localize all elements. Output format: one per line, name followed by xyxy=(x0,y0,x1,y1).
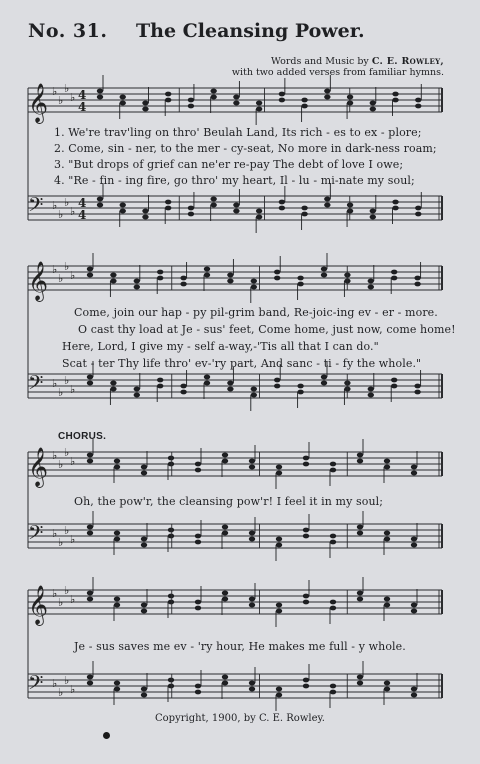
note-head xyxy=(249,597,255,602)
bass-staff xyxy=(28,511,442,561)
note-head xyxy=(120,101,126,106)
note-head xyxy=(87,675,93,680)
flat-icon: ♭ xyxy=(58,596,64,609)
note-head xyxy=(303,600,309,605)
note-head xyxy=(384,537,390,542)
credit-prefix: Words and Music by xyxy=(271,56,372,67)
note-head xyxy=(411,543,417,548)
flat-icon: ♭ xyxy=(70,683,76,696)
note-head xyxy=(357,591,363,596)
bass-clef-icon: 𝄢 xyxy=(28,671,44,699)
note-head xyxy=(195,684,201,689)
note-head xyxy=(114,465,120,470)
verse-1-line-a: 1. We're trav'ling on thro' Beulah Land, Its rich - es to ex - plore; xyxy=(54,126,422,139)
flat-icon: ♭ xyxy=(52,263,58,276)
note-head xyxy=(120,203,126,208)
note-head xyxy=(249,531,255,536)
note-head xyxy=(274,276,280,281)
flat-icon: ♭ xyxy=(70,91,76,104)
note-head xyxy=(368,393,374,398)
note-head xyxy=(384,465,390,470)
note-head xyxy=(357,675,363,680)
note-head xyxy=(415,98,421,103)
note-head xyxy=(168,462,174,467)
note-head xyxy=(97,197,103,202)
note-head xyxy=(303,684,309,689)
note-head xyxy=(142,107,148,112)
note-head xyxy=(370,107,376,112)
note-head xyxy=(188,98,194,103)
note-head xyxy=(324,89,330,94)
note-head xyxy=(87,459,93,464)
note-head xyxy=(87,591,93,596)
note-head xyxy=(204,375,210,380)
note-head xyxy=(195,600,201,605)
note-head xyxy=(249,459,255,464)
system-2 xyxy=(20,262,450,412)
note-head xyxy=(411,603,417,608)
treble-staff xyxy=(28,439,442,489)
note-head xyxy=(392,200,398,205)
note-head xyxy=(415,104,421,109)
note-head xyxy=(180,276,186,281)
note-head xyxy=(195,690,201,695)
note-head xyxy=(303,528,309,533)
note-head xyxy=(384,687,390,692)
note-head xyxy=(251,387,257,392)
verse-2-line-a: 2. Come, sin - ner, to the mer - cy-seat, No more in dark-ness roam; xyxy=(54,142,437,155)
note-head xyxy=(87,681,93,686)
note-head xyxy=(384,681,390,686)
note-head xyxy=(384,603,390,608)
note-head xyxy=(357,453,363,458)
note-head xyxy=(249,681,255,686)
bass-clef-icon: 𝄢 xyxy=(28,521,44,549)
note-head xyxy=(297,276,303,281)
note-head xyxy=(165,92,171,97)
note-head xyxy=(195,468,201,473)
note-head xyxy=(321,375,327,380)
note-head xyxy=(97,89,103,94)
note-head xyxy=(97,203,103,208)
note-head xyxy=(168,534,174,539)
bass-clef-icon: 𝄢 xyxy=(28,193,44,221)
note-head xyxy=(411,687,417,692)
note-head xyxy=(256,215,262,220)
flat-icon: ♭ xyxy=(64,584,70,597)
hymn-number: No. 31. xyxy=(28,20,108,42)
note-head xyxy=(120,209,126,214)
flat-icon: ♭ xyxy=(64,674,70,687)
note-head xyxy=(141,543,147,548)
note-head xyxy=(168,684,174,689)
flat-icon: ♭ xyxy=(58,686,64,699)
note-head xyxy=(301,104,307,109)
flat-icon: ♭ xyxy=(70,533,76,546)
flat-icon: ♭ xyxy=(70,269,76,282)
note-head xyxy=(141,537,147,542)
note-head xyxy=(141,687,147,692)
note-head xyxy=(368,279,374,284)
note-head xyxy=(357,459,363,464)
copyright-notice: Copyright, 1900, by C. E. Rowley. xyxy=(155,713,325,724)
print-mark xyxy=(103,732,110,739)
time-signature-top: 4 xyxy=(78,88,87,102)
note-head xyxy=(222,459,228,464)
note-head xyxy=(227,381,233,386)
note-head xyxy=(384,597,390,602)
note-head xyxy=(321,267,327,272)
treble-clef-icon: 𝄞 xyxy=(28,261,49,301)
time-signature-top: 4 xyxy=(78,196,87,210)
note-head xyxy=(180,384,186,389)
note-head xyxy=(276,543,282,548)
note-head xyxy=(114,603,120,608)
note-head xyxy=(279,92,285,97)
note-head xyxy=(303,456,309,461)
flat-icon: ♭ xyxy=(52,587,58,600)
flat-icon: ♭ xyxy=(64,82,70,95)
note-head xyxy=(324,197,330,202)
note-head xyxy=(301,206,307,211)
note-head xyxy=(134,285,140,290)
note-head xyxy=(227,279,233,284)
note-head xyxy=(384,459,390,464)
note-head xyxy=(87,381,93,386)
verse-4-line-a: 4. "Re - fin - ing fire, go thro' my heart, Il - lu - mi-nate my soul; xyxy=(54,174,415,187)
note-head xyxy=(168,456,174,461)
verse-3-line-a: 3. "But drops of grief can ne'er re-pay The debt of love I owe; xyxy=(54,158,404,171)
note-head xyxy=(157,378,163,383)
note-head xyxy=(330,690,336,695)
note-head xyxy=(392,206,398,211)
note-head xyxy=(330,534,336,539)
note-head xyxy=(321,273,327,278)
treble-staff xyxy=(28,253,442,303)
note-head xyxy=(392,98,398,103)
note-head xyxy=(391,378,397,383)
note-head xyxy=(180,282,186,287)
note-head xyxy=(415,206,421,211)
verse-3-line-b: Here, Lord, I give my - self a-way,-'Tis all that I can do." xyxy=(62,340,379,353)
note-head xyxy=(222,453,228,458)
flat-icon: ♭ xyxy=(58,272,64,285)
note-head xyxy=(87,525,93,530)
note-head xyxy=(134,393,140,398)
note-head xyxy=(114,687,120,692)
note-head xyxy=(233,203,239,208)
verse-2-line-b: O cast thy load at Je - sus' feet, Come home, just now, come home! xyxy=(78,323,456,336)
note-head xyxy=(276,603,282,608)
note-head xyxy=(114,597,120,602)
note-head xyxy=(249,603,255,608)
note-head xyxy=(301,98,307,103)
note-head xyxy=(195,534,201,539)
note-head xyxy=(157,384,163,389)
note-head xyxy=(87,453,93,458)
note-head xyxy=(204,381,210,386)
note-head xyxy=(414,384,420,389)
flat-icon: ♭ xyxy=(52,527,58,540)
bass-staff xyxy=(28,183,442,233)
hymn-title: The Cleansing Power. xyxy=(136,20,365,42)
flat-icon: ♭ xyxy=(52,677,58,690)
note-head xyxy=(87,531,93,536)
note-head xyxy=(233,101,239,106)
note-head xyxy=(110,279,116,284)
note-head xyxy=(274,270,280,275)
note-head xyxy=(142,101,148,106)
note-head xyxy=(274,384,280,389)
note-head xyxy=(110,387,116,392)
note-head xyxy=(233,95,239,100)
flat-icon: ♭ xyxy=(70,383,76,396)
note-head xyxy=(303,594,309,599)
note-head xyxy=(279,200,285,205)
flat-icon: ♭ xyxy=(58,536,64,549)
note-head xyxy=(222,591,228,596)
flat-icon: ♭ xyxy=(58,458,64,471)
note-head xyxy=(249,537,255,542)
note-head xyxy=(251,393,257,398)
treble-clef-icon: 𝄞 xyxy=(28,585,49,625)
note-head xyxy=(357,681,363,686)
note-head xyxy=(157,270,163,275)
note-head xyxy=(97,95,103,100)
note-head xyxy=(188,104,194,109)
chorus-line-1: Oh, the pow'r, the cleansing pow'r! I feel it in my soul; xyxy=(74,495,384,508)
note-head xyxy=(210,89,216,94)
note-head xyxy=(411,465,417,470)
note-head xyxy=(204,267,210,272)
flat-icon: ♭ xyxy=(64,260,70,273)
note-head xyxy=(168,528,174,533)
note-head xyxy=(210,203,216,208)
note-head xyxy=(279,206,285,211)
note-head xyxy=(222,597,228,602)
note-head xyxy=(142,209,148,214)
note-head xyxy=(301,212,307,217)
note-head xyxy=(297,390,303,395)
note-head xyxy=(141,693,147,698)
note-head xyxy=(165,200,171,205)
flat-icon: ♭ xyxy=(70,455,76,468)
note-head xyxy=(233,209,239,214)
note-head xyxy=(330,684,336,689)
note-head xyxy=(157,276,163,281)
flat-icon: ♭ xyxy=(52,377,58,390)
note-head xyxy=(251,279,257,284)
note-head xyxy=(274,378,280,383)
note-head xyxy=(256,209,262,214)
flat-icon: ♭ xyxy=(58,94,64,107)
note-head xyxy=(276,537,282,542)
note-head xyxy=(165,98,171,103)
note-head xyxy=(134,279,140,284)
note-head xyxy=(384,531,390,536)
note-head xyxy=(195,462,201,467)
verse-1-line-b: Come, join our hap - py pil-grim band, Re-joic-ing ev - er - more. xyxy=(74,306,438,319)
note-head xyxy=(249,687,255,692)
bass-staff xyxy=(28,661,442,711)
note-head xyxy=(141,465,147,470)
note-head xyxy=(370,101,376,106)
flat-icon: ♭ xyxy=(64,196,70,209)
composer-name: C. E. Rowley, xyxy=(371,56,444,67)
note-head xyxy=(357,525,363,530)
flat-icon: ♭ xyxy=(58,386,64,399)
bass-clef-icon: 𝄢 xyxy=(28,371,44,399)
note-head xyxy=(368,285,374,290)
note-head xyxy=(114,681,120,686)
note-head xyxy=(204,273,210,278)
note-head xyxy=(276,471,282,476)
note-head xyxy=(357,531,363,536)
note-head xyxy=(227,387,233,392)
note-head xyxy=(141,609,147,614)
note-head xyxy=(222,525,228,530)
note-head xyxy=(276,693,282,698)
note-head xyxy=(297,282,303,287)
note-head xyxy=(168,600,174,605)
note-head xyxy=(279,98,285,103)
note-head xyxy=(321,381,327,386)
note-head xyxy=(391,276,397,281)
verse-4-line-b: Scat - ter Thy life thro' ev-'ry part, And sanc - ti - fy the whole." xyxy=(62,357,422,370)
note-head xyxy=(195,540,201,545)
note-head xyxy=(297,384,303,389)
note-head xyxy=(324,203,330,208)
flat-icon: ♭ xyxy=(64,374,70,387)
note-head xyxy=(256,101,262,106)
flat-icon: ♭ xyxy=(70,593,76,606)
credit-line-2: with two added verses from familiar hymns. xyxy=(231,67,444,78)
time-signature-bottom: 4 xyxy=(78,208,87,222)
note-head xyxy=(276,687,282,692)
note-head xyxy=(114,537,120,542)
chorus-label: CHORUS. xyxy=(58,431,107,442)
note-head xyxy=(87,267,93,272)
note-head xyxy=(110,381,116,386)
note-head xyxy=(414,390,420,395)
time-signature-bottom: 4 xyxy=(78,100,87,114)
note-head xyxy=(391,270,397,275)
note-head xyxy=(168,594,174,599)
note-head xyxy=(222,675,228,680)
treble-clef-icon: 𝄞 xyxy=(28,447,49,487)
note-head xyxy=(368,387,374,392)
note-head xyxy=(370,209,376,214)
note-head xyxy=(87,273,93,278)
flat-icon: ♭ xyxy=(52,85,58,98)
chorus-line-2: Je - sus saves me ev - 'ry hour, He makes me full - y whole. xyxy=(74,640,406,653)
note-head xyxy=(114,531,120,536)
note-head xyxy=(165,206,171,211)
note-head xyxy=(114,459,120,464)
treble-clef-icon: 𝄞 xyxy=(28,83,49,123)
note-head xyxy=(142,215,148,220)
note-head xyxy=(303,534,309,539)
note-head xyxy=(210,197,216,202)
note-head xyxy=(87,375,93,380)
treble-staff xyxy=(28,75,442,125)
note-head xyxy=(195,606,201,611)
note-head xyxy=(411,471,417,476)
treble-staff xyxy=(28,577,442,627)
note-head xyxy=(180,390,186,395)
note-head xyxy=(188,206,194,211)
note-head xyxy=(370,215,376,220)
note-head xyxy=(330,468,336,473)
note-head xyxy=(222,531,228,536)
flat-icon: ♭ xyxy=(58,208,64,221)
note-head xyxy=(110,273,116,278)
note-head xyxy=(141,471,147,476)
note-head xyxy=(87,597,93,602)
note-head xyxy=(330,600,336,605)
note-head xyxy=(134,387,140,392)
note-head xyxy=(120,95,126,100)
flat-icon: ♭ xyxy=(64,524,70,537)
note-head xyxy=(222,681,228,686)
flat-icon: ♭ xyxy=(52,199,58,212)
note-head xyxy=(251,285,257,290)
note-head xyxy=(391,384,397,389)
note-head xyxy=(411,609,417,614)
note-head xyxy=(330,540,336,545)
note-head xyxy=(357,597,363,602)
note-head xyxy=(324,95,330,100)
note-head xyxy=(303,678,309,683)
credit-line-1 xyxy=(271,56,444,67)
flat-icon: ♭ xyxy=(52,449,58,462)
note-head xyxy=(168,678,174,683)
note-head xyxy=(249,465,255,470)
note-head xyxy=(227,273,233,278)
note-head xyxy=(330,462,336,467)
note-head xyxy=(330,606,336,611)
note-head xyxy=(256,107,262,112)
note-head xyxy=(276,609,282,614)
note-head xyxy=(415,212,421,217)
note-head xyxy=(414,276,420,281)
note-head xyxy=(141,603,147,608)
flat-icon: ♭ xyxy=(70,205,76,218)
note-head xyxy=(411,537,417,542)
note-head xyxy=(411,693,417,698)
note-head xyxy=(392,92,398,97)
note-head xyxy=(414,282,420,287)
note-head xyxy=(210,95,216,100)
note-head xyxy=(188,212,194,217)
note-head xyxy=(303,462,309,467)
flat-icon: ♭ xyxy=(64,446,70,459)
note-head xyxy=(276,465,282,470)
